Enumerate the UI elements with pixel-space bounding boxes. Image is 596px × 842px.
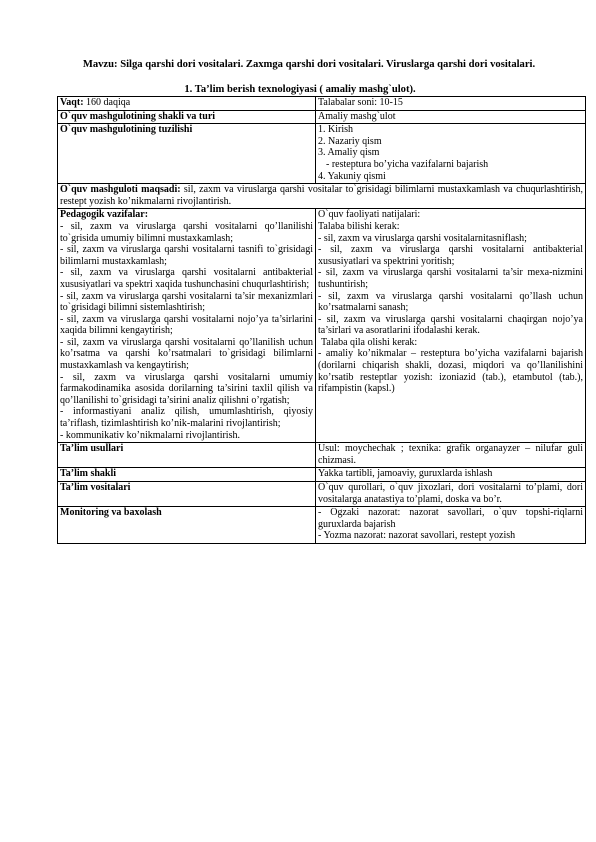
table-row: [58, 443, 586, 468]
goal-cell: [58, 184, 586, 209]
form-label: O`quv mashgulotining shakli va turi: [58, 110, 316, 124]
time-cell: [58, 97, 316, 111]
table-row: [58, 468, 586, 482]
time-label: Vaqt:: [60, 97, 84, 108]
list-item: 1. Kirish: [318, 124, 353, 136]
structure-label: O`quv mashgulotining tuzilishi: [58, 124, 316, 184]
time-value: 160 daqiqa: [86, 97, 131, 108]
list-item: - sil, zaxm va viruslarga qarshi vositalarni tasnifi to`grisidagi bilimlarni mustaxkamlash;: [60, 244, 313, 267]
list-item: - sil, zaxm va viruslarga qarshi vositalarni ta’sir mexanizmlari to`grisidagi bilimni sistemlashtirish;: [60, 290, 313, 314]
list-item: - sil, zaxm va viruslarga qarshi vositalarnitasniflash;: [318, 232, 527, 244]
list-item: - sil, zaxm va viruslarga qarshi vositalarni ta’sir mexa-nizmini tushuntirish;: [318, 267, 583, 290]
list-item: - sil, zaxm va viruslarga qarshi vositalarni chaqirgan nojo’ya ta’sirlari va asoratlarini ifodalashi kerak.: [318, 313, 583, 337]
methods-value: Usul: moychechak ; texnika: grafik organayzer – nilufar guli chizmasi.: [316, 443, 586, 468]
students-cell: Talabalar soni: 10-15: [316, 97, 586, 111]
lesson-plan-table: [57, 96, 586, 544]
list-item: - resteptura bo’yicha vazifalarni bajarish: [326, 158, 489, 170]
edu-form-value: Yakka tartibli, jamoaviy, guruxlarda ishlash: [316, 468, 586, 482]
form-value: Amaliy mashg`ulot: [316, 110, 586, 124]
list-item: - sil, zaxm va viruslarga qarshi vositalarni antibakterial xususiyatlari va spektrini yoritish;: [318, 244, 583, 267]
list-item: - Ogzaki nazorat: nazorat savollari, o`quv topshi-riqlarni guruxlarda bajarish: [318, 507, 583, 530]
results-subheading: Talaba bilishi kerak:: [318, 220, 400, 232]
pedagogical-tasks-label: Pedagogik vazifalar:: [60, 209, 149, 221]
edu-form-label: Ta’lim shakli: [58, 468, 316, 482]
list-item: - sil, zaxm va viruslarga qarshi vositalarni nojo’ya ta’sirlarini xaqida bilimni kengaytirish;: [60, 313, 313, 337]
table-row: [58, 507, 586, 544]
pedagogical-tasks-cell: [58, 209, 316, 443]
table-row: [58, 97, 586, 111]
list-item: 3. Amaliy qism: [318, 147, 380, 159]
list-item: 4. Yakuniy qismi: [318, 170, 386, 182]
table-row: [58, 184, 586, 209]
table-row: [58, 209, 586, 443]
monitoring-list: [316, 507, 586, 544]
goal-text: sil, zaxm va viruslarga qarshi vositalar to`grisidagi bilimlarni mustaxkamlash va chuqurlashtirish, restept yozish ko’nikmalarni rivojlantirish.: [60, 184, 583, 207]
means-value: O`quv qurollari, o`quv jixozlari, dori vositalarni to’plami, dori vositalarga anatastiya to’plami, doska va bo’r.: [316, 482, 586, 507]
document-title: Mavzu: Silga qarshi dori vositalari. Zaxmga qarshi dori vositalari. Viruslarga qarshi dori vositalari.: [82, 59, 536, 70]
table-row: [58, 110, 586, 124]
table-row: [58, 482, 586, 507]
learning-results-cell: [316, 209, 586, 443]
learning-results-label: O`quv faoliyati natijalari:: [318, 209, 421, 221]
list-item: - amaliy ko’nikmalar – resteptura bo’yicha vazifalarni bajarish (dorilarni chiqarish shakli, dozasi, miqdori va qo’llanilishini ko’rsatib resteptlar yozish: izoniazid (tab.), etambutol (tab.), rifampistin (kapsl.): [318, 348, 583, 395]
table-row: [58, 124, 586, 184]
list-item: - informastiyani analiz qilish, umumlashtirish, qiyosiy ta’riflash, tizimlashtirish ko’nik-malarini rivojlantirish;: [60, 406, 313, 430]
list-item: - sil, zaxm va viruslarga qarshi vositalarni antibakterial xususiyatlari va spektri xaqida tushunchasini chuqurlashtirish;: [60, 267, 313, 290]
document-subtitle: 1. Ta’lim berish texnologiyasi ( amaliy mashg`ulot).: [184, 84, 416, 95]
list-item: 2. Nazariy qism: [318, 135, 382, 147]
goal-label: O`quv mashguloti maqsadi:: [60, 184, 181, 196]
list-item: - sil, zaxm va viruslarga qarshi vositalarni qo’llanilishi to`grisida umumiy bilimni mustaxkamlash;: [60, 220, 313, 244]
structure-list: [316, 124, 586, 184]
list-item: - kommunikativ ko’nikmalarni rivojlantirish.: [60, 429, 240, 441]
means-label: Ta’lim vositalari: [58, 482, 316, 507]
list-item: - Yozma nazorat: nazorat savollari, restept yozish: [318, 530, 516, 542]
list-item: - sil, zaxm va viruslarga qarshi vositalarni qo’llanilish uchun ko’rsatma va qarshi ko’rsatmalari to`grisidagi bilimlarni mustaxkamlash va kengaytirish;: [60, 336, 313, 372]
results-subheading: Talaba qila olishi kerak:: [321, 336, 418, 348]
list-item: - sil, zaxm va viruslarga qarshi vositalarni umumiy farmakodinamika asosida dorilarning ta’sirini taxlil qilish va qo’llanilishi to`grisidagi ta’sirini analiz qilishni o’rgatish;: [60, 371, 313, 406]
monitoring-label: Monitoring va baxolash: [58, 507, 316, 544]
methods-label: Ta’lim usullari: [58, 443, 316, 468]
list-item: - sil, zaxm va viruslarga qarshi vositalarni qo’llash uchun ko’rsatmalarni sanash;: [318, 290, 583, 314]
